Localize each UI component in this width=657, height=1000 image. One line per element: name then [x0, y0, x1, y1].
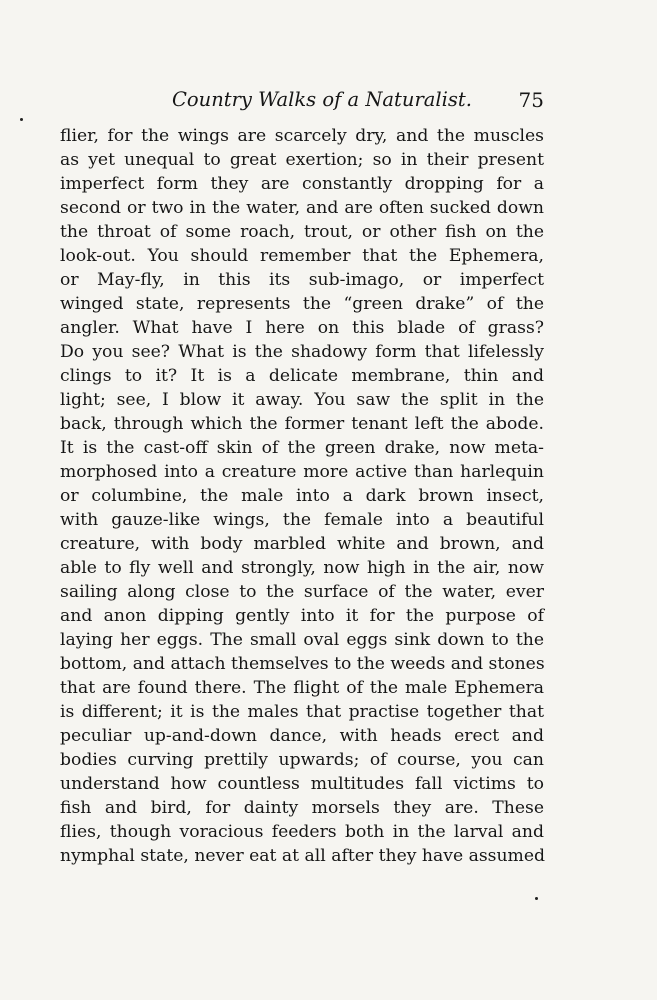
- print-speck: [535, 897, 538, 900]
- text-line: and anon dipping gently into it for the purpose of: [60, 606, 544, 626]
- text-line: bottom, and attach themselves to the weeds and stones: [60, 654, 545, 674]
- text-line: flier, for the wings are scarcely dry, and the muscles: [60, 126, 544, 146]
- text-line: angler. What have I here on this blade of grass?: [60, 318, 544, 338]
- text-line: as yet unequal to great exertion; so in their present: [60, 150, 544, 170]
- text-line: is different; it is the males that practise together that: [60, 702, 544, 722]
- text-line: able to fly well and strongly, now high in the air, now: [60, 558, 544, 578]
- text-line: peculiar up-and-down dance, with heads erect and: [60, 726, 544, 746]
- text-line: fish and bird, for dainty morsels they are. These: [60, 798, 544, 818]
- running-title: Country Walks of a Naturalist.: [172, 88, 472, 111]
- text-line: or columbine, the male into a dark brown insect,: [60, 486, 544, 506]
- print-speck: [20, 118, 23, 121]
- text-line: It is the cast-off skin of the green drake, now meta-: [60, 438, 544, 458]
- text-line: laying her eggs. The small oval eggs sink down to the: [60, 630, 544, 650]
- text-line: the throat of some roach, trout, or other fish on the: [60, 222, 544, 242]
- running-head: [60, 86, 544, 114]
- text-line: clings to it? It is a delicate membrane, thin and: [60, 366, 544, 386]
- text-line: bodies curving prettily upwards; of course, you can: [60, 750, 544, 770]
- text-line: light; see, I blow it away. You saw the split in the: [60, 390, 544, 410]
- text-line: second or two in the water, and are often sucked down: [60, 198, 544, 218]
- body-text: [60, 124, 544, 868]
- text-line: with gauze-like wings, the female into a beautiful: [60, 510, 544, 530]
- text-line: back, through which the former tenant left the abode.: [60, 414, 544, 434]
- text-line: morphosed into a creature more active than harlequin: [60, 462, 544, 482]
- page-number: 75: [518, 88, 544, 112]
- text-line: that are found there. The flight of the male Ephemera: [60, 678, 544, 698]
- text-line: winged state, represents the “green drake” of the: [60, 294, 544, 314]
- text-line: understand how countless multitudes fall victims to: [60, 774, 544, 794]
- text-line: look-out. You should remember that the Ephemera,: [60, 246, 544, 266]
- text-line: Do you see? What is the shadowy form that lifelessly: [60, 342, 544, 362]
- text-line: flies, though voracious feeders both in the larval and: [60, 822, 544, 842]
- text-line: imperfect form they are constantly dropping for a: [60, 174, 544, 194]
- text-line: or May-fly, in this its sub-imago, or imperfect: [60, 270, 544, 290]
- text-line: sailing along close to the surface of the water, ever: [60, 582, 544, 602]
- text-line: creature, with body marbled white and brown, and: [60, 534, 544, 554]
- text-line: nymphal state, never eat at all after they have assumed: [60, 846, 546, 866]
